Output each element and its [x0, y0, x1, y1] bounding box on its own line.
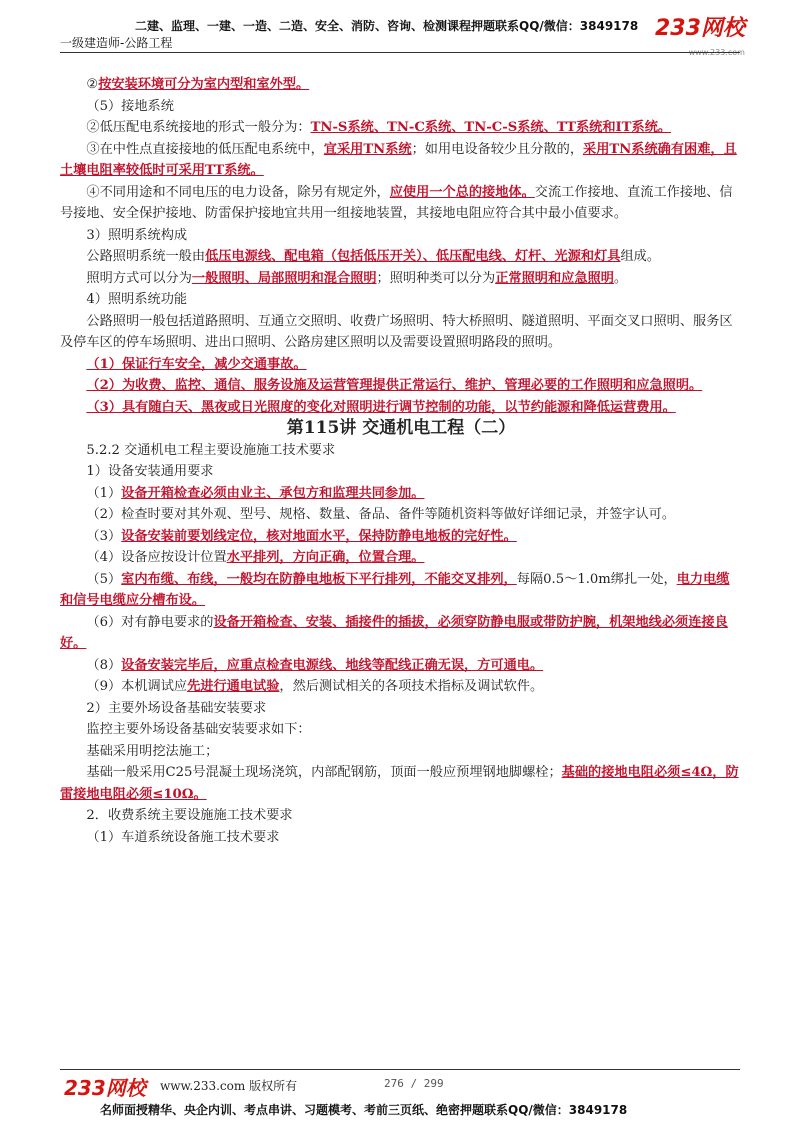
paragraph	[60, 375, 742, 397]
body-text: 。	[613, 270, 628, 286]
body-text: ③在中性点直接接地的低压配电系统中，	[86, 141, 324, 157]
highlighted-text: 室内布缆、布线，一般均在防静电地板下平行排列，不能交叉排列，	[121, 571, 517, 587]
body-text: 基础一般采用C25号混凝土现场浇筑，内部配钢筋，顶面一般应预埋钢地脚螺栓；	[86, 765, 562, 780]
body-text: （5）	[86, 571, 122, 587]
body-text: （6）对有静电要求的	[86, 614, 214, 630]
body-text: ；如用电设备较少且分散的，	[411, 141, 584, 157]
paragraph	[60, 676, 742, 698]
paragraph	[60, 139, 742, 182]
paragraph	[60, 805, 742, 827]
paragraph	[60, 526, 742, 548]
paragraph	[60, 504, 742, 526]
body-text: 3）照明系统构成	[86, 227, 188, 243]
footer-promo-text: 名师面授精华、央企内训、考点串讲、习题模考、考前三页纸、绝密押题联系QQ/微信：3849178	[100, 1103, 628, 1117]
paragraph-block-1	[60, 74, 742, 418]
body-text: 组成。	[620, 249, 661, 264]
highlighted-text: TN-S系统、TN-C系统、TN-C-S系统、TT系统和IT系统。	[310, 120, 672, 135]
highlighted-text: 宜采用TN系统	[323, 141, 412, 157]
highlighted-text: 设备安装完毕后，应重点检查电源线、地线等配线正确无误，方可通电。	[121, 657, 544, 673]
body-text: 公路照明系统一般由	[86, 249, 206, 264]
body-text: 监控主要外场设备基础安装要求如下：	[86, 722, 311, 737]
highlighted-text: 按安装环境可分为室内型和室外型。	[98, 77, 310, 92]
paragraph	[60, 397, 742, 419]
brand-logo-url: www.233.com	[688, 48, 745, 57]
paragraph	[60, 461, 742, 483]
body-text: （4）设备应按设计位置	[86, 550, 227, 565]
body-text: （8）	[86, 657, 122, 673]
paragraph	[60, 698, 742, 720]
highlighted-text: 正常照明和应急照明	[495, 270, 614, 286]
paragraph	[60, 311, 742, 354]
body-text: 每隔0.5～1.0m绑扎一处，	[516, 571, 677, 587]
highlighted-text: 电力电缆和信号电缆应分槽布设。	[60, 571, 730, 608]
footer-logo: 233网校	[64, 1076, 146, 1100]
paragraph-block-2	[60, 440, 742, 849]
body-text: （2）检查时要对其外观、型号、规格、数量、备品、备件等随机资料等做好详细记录，并签字认可。	[86, 507, 676, 522]
paragraph	[60, 117, 742, 139]
highlighted-text: 水平排列，方向正确，位置合理。	[226, 550, 425, 565]
body-text: ②低压配电系统接地的形式一般分为：	[86, 120, 311, 135]
paragraph	[60, 483, 742, 505]
body-text: 4）照明系统功能	[86, 292, 188, 307]
header-promo-text: 二建、监理、一建、一造、二造、安全、消防、咨询、检测课程押题联系QQ/微信：3849178	[135, 19, 639, 33]
paragraph	[60, 762, 742, 805]
paragraph	[60, 440, 742, 462]
body-text: ，然后测试相关的各项技术指标及调试软件。	[279, 679, 544, 694]
body-text: 公路照明一般包括道路照明、互通立交照明、收费广场照明、特大桥照明、隧道照明、平面交叉口照明、服务区及停车区的停车场照明、进出口照明、公路房建区照明以及需要设置照明路段的照明。	[60, 313, 733, 350]
page-number: 276 / 299	[384, 1077, 444, 1090]
paragraph	[60, 547, 742, 569]
body-text: ；照明种类可以分为	[376, 270, 496, 286]
body-text: 交流工作接地、直流工作接地、信号接地、安全保护接地、防雷保护接地宜共用一组接地装置，其接地电阻应符合其中最小值要求。	[60, 184, 733, 221]
header-divider	[60, 52, 740, 53]
paragraph	[60, 741, 742, 763]
body-text: ④不同用途和不同电压的电力设备，除另有规定外，	[86, 184, 390, 200]
body-text: 5.2.2 交通机电工程主要设施施工技术要求	[86, 442, 336, 458]
highlighted-text: 设备开箱检查必须由业主、承包方和监理共同参加。	[121, 485, 425, 501]
highlighted-text: 设备安装前要划线定位，核对地面水平，保持防静电地板的完好性。	[121, 528, 517, 544]
paragraph	[60, 74, 742, 96]
highlighted-text: 采用TN系统确有困难，且土壤电阻率较低时可采用TT系统。	[60, 141, 737, 178]
body-text: 2）主要外场设备基础安装要求	[86, 700, 267, 716]
body-text: 照明方式可以分为	[86, 270, 192, 286]
body-text: ②	[86, 77, 99, 92]
paragraph	[60, 246, 742, 268]
highlighted-text: 先进行通电试验	[187, 679, 280, 694]
paragraph	[60, 268, 742, 290]
paragraph	[60, 719, 742, 741]
footer-divider	[60, 1069, 740, 1070]
body-text: （1）车道系统设备施工技术要求	[86, 829, 280, 845]
body-text: （5）接地系统	[86, 98, 174, 114]
highlighted-text: 基础的接地电阻必须≤4Ω，防雷接地电阻必须≤10Ω。	[60, 765, 739, 802]
body-text: （9）本机调试应	[86, 679, 188, 694]
highlighted-text: （1）保证行车安全，减少交通事故。	[86, 356, 307, 372]
paragraph	[60, 827, 742, 849]
paragraph	[60, 354, 742, 376]
paragraph	[60, 182, 742, 225]
paragraph	[60, 612, 742, 655]
document-body	[60, 74, 742, 848]
body-text: 1）设备安装通用要求	[86, 464, 214, 479]
paragraph	[60, 289, 742, 311]
brand-logo-text: 233网校	[655, 16, 745, 41]
body-text: （1）	[86, 485, 122, 501]
footer-site: www.233.com 版权所有	[160, 1079, 298, 1093]
highlighted-text: 一般照明、局部照明和混合照明	[191, 270, 377, 286]
paragraph	[60, 655, 742, 677]
paragraph	[60, 569, 742, 612]
brand-logo	[655, 18, 745, 64]
body-text: 2．收费系统主要设施施工技术要求	[86, 808, 293, 823]
highlighted-text: 低压电源线、配电箱（包括低压开关）、低压配电线、灯杆、光源和灯具	[205, 249, 621, 264]
header-subject: 一级建造师-公路工程	[60, 36, 173, 50]
paragraph	[60, 96, 742, 118]
highlighted-text: （2）为收费、监控、通信、服务设施及运营管理提供正常运行、维护、管理必要的工作照明和应急照明。	[86, 378, 703, 393]
highlighted-text: （3）具有随白天、黑夜或日光照度的变化对照明进行调节控制的功能，以节约能源和降低运营费用。	[86, 399, 676, 415]
paragraph	[60, 225, 742, 247]
body-text: （3）	[86, 528, 122, 544]
highlighted-text: 设备开箱检查、安装、插接件的插拔，必须穿防静电服或带防护腕，机架地线必须连接良好。	[60, 614, 728, 651]
body-text: 基础采用明挖法施工；	[86, 743, 219, 759]
highlighted-text: 应使用一个总的接地体。	[389, 184, 535, 200]
section-title: 第115讲 交通机电工程（二）	[286, 418, 516, 438]
